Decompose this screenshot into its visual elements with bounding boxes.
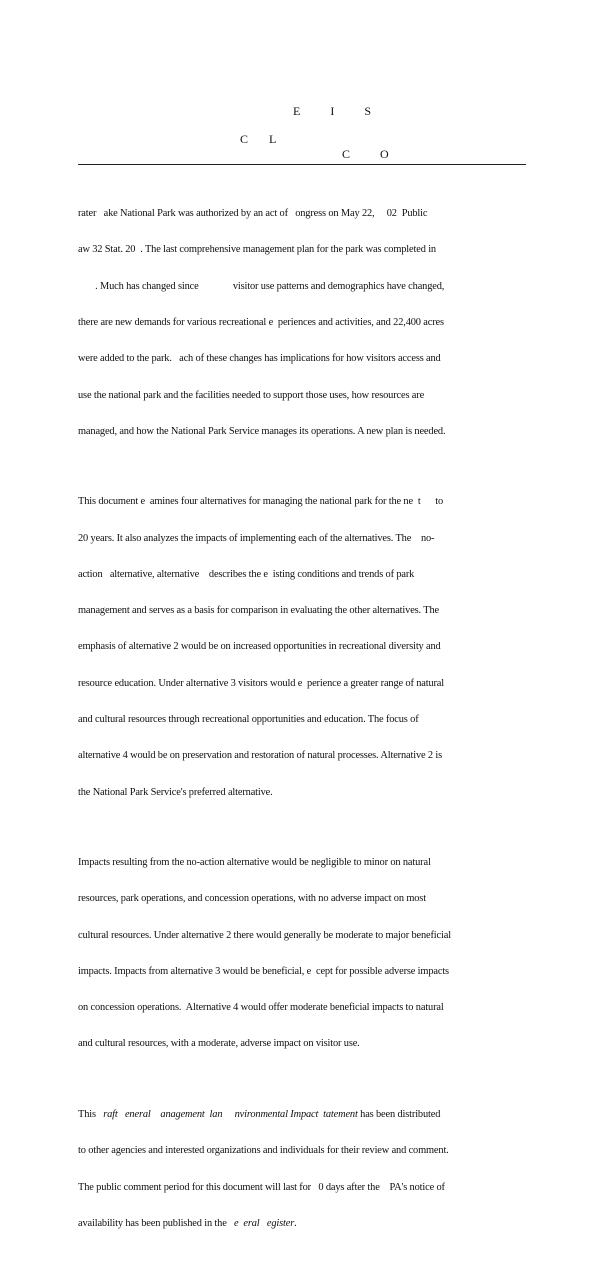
text-line: This document e amines four alternatives for managing the national park for the ne t to <box>78 496 444 508</box>
text-run: . <box>294 1217 297 1229</box>
paragraph-introduction <box>78 184 530 462</box>
paragraph-alternatives <box>78 472 530 823</box>
abstract-body <box>78 184 530 1264</box>
text-line: action alternative, alternative describes the e isting conditions and trends of park <box>78 568 415 580</box>
text-run: This <box>78 1108 104 1120</box>
text-line: . Much has changed since visitor use patterns and demographics have changed, <box>78 280 445 292</box>
text-line: emphasis of alternative 2 would be on increased opportunities in recreational diversity and <box>78 641 441 653</box>
text-line: resources, park operations, and concession operations, with no adverse impact on most <box>78 893 426 905</box>
text-line: Impacts resulting from the no-action alternative would be negligible to minor on natural <box>78 857 431 869</box>
text-line: there are new demands for various recreational e periences and activities, and 22,400 acres <box>78 317 444 329</box>
text-line: the National Park Service's preferred alternative. <box>78 786 273 798</box>
text-line: on concession operations. Alternative 4 would offer moderate beneficial impacts to natural <box>78 1002 444 1014</box>
text-line <box>78 1218 530 1230</box>
federal-register-italic: e eral egister <box>231 1217 295 1229</box>
title-line-3: C O <box>342 147 389 161</box>
document-title-italic: raft eneral anagement lan nvironmental Impact tatement <box>103 1108 358 1120</box>
text-line: rater ake National Park was authorized by an act of ongress on May 22, 02 Public <box>78 208 428 220</box>
text-line: to other agencies and interested organizations and individuals for their review and comment. <box>78 1145 449 1157</box>
text-line: were added to the park. ach of these changes has implications for how visitors access and <box>78 353 441 365</box>
text-line: aw 32 Stat. 20 . The last comprehensive management plan for the park was completed in <box>78 244 436 256</box>
text-line: and cultural resources through recreational opportunities and education. The focus of <box>78 714 419 726</box>
paragraph-impacts <box>78 833 530 1075</box>
text-line: management and serves as a basis for comparison in evaluating the other alternatives. The <box>78 605 439 617</box>
text-line: use the national park and the facilities needed to support those uses, how resources are <box>78 389 425 401</box>
text-line: managed, and how the National Park Service manages its operations. A new plan is needed. <box>78 425 446 437</box>
text-line: The public comment period for this document will last for 0 days after the PA's notice of <box>78 1181 445 1193</box>
text-line: and cultural resources, with a moderate, adverse impact on visitor use. <box>78 1038 360 1050</box>
paragraph-distribution <box>78 1085 530 1254</box>
text-line <box>78 1109 530 1121</box>
text-line: resource education. Under alternative 3 visitors would e perience a greater range of natural <box>78 677 445 689</box>
text-line: alternative 4 would be on preservation and restoration of natural processes. Alternative 2 is <box>78 750 443 762</box>
text-run: has been distributed <box>357 1108 441 1120</box>
text-line: 20 years. It also analyzes the impacts of implementing each of the alternatives. The no- <box>78 532 435 544</box>
text-line: cultural resources. Under alternative 2 there would generally be moderate to major beneficial <box>78 929 451 941</box>
title-line-1: E I S <box>293 104 371 118</box>
text-run: availability has been published in the <box>78 1217 232 1229</box>
text-line: impacts. Impacts from alternative 3 would be beneficial, e cept for possible adverse impacts <box>78 965 449 977</box>
title-line-2: C L <box>240 132 277 146</box>
header-rule <box>78 164 526 165</box>
